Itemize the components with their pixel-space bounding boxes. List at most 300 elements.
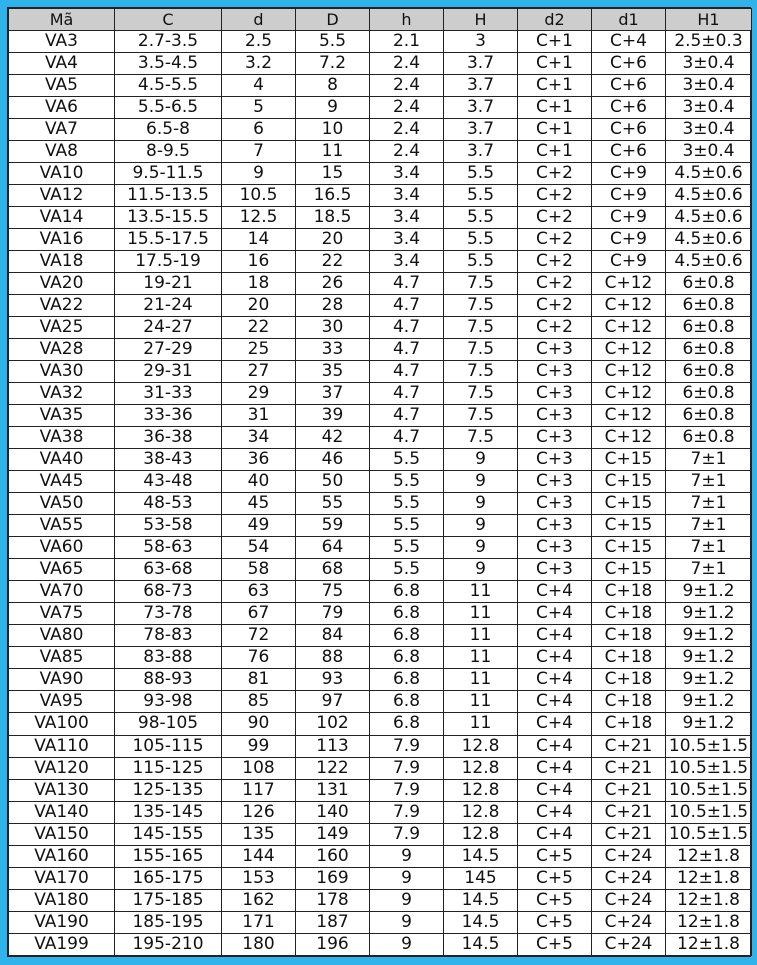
table-cell: 7.9 [370, 779, 444, 801]
table-cell: 29-31 [115, 361, 222, 383]
table-cell: 7±1 [666, 493, 752, 515]
table-cell: 195-210 [115, 933, 222, 955]
table-cell: 9 [370, 889, 444, 911]
table-cell: C+6 [592, 97, 666, 119]
table-cell: 4.5±0.6 [666, 207, 752, 229]
table-cell: 5.5 [444, 251, 518, 273]
table-cell: 175-185 [115, 889, 222, 911]
table-cell: 22 [222, 317, 296, 339]
table-row [9, 427, 752, 449]
table-cell: 98-105 [115, 713, 222, 735]
table-cell: C+24 [592, 889, 666, 911]
spec-table [8, 8, 752, 956]
table-cell: 15.5-17.5 [115, 229, 222, 251]
row-code-cell: VA5 [9, 75, 115, 97]
table-cell: C+12 [592, 405, 666, 427]
table-cell: 7±1 [666, 471, 752, 493]
table-cell: 2.4 [370, 141, 444, 163]
table-cell: C+9 [592, 185, 666, 207]
table-cell: 155-165 [115, 845, 222, 867]
table-row [9, 53, 752, 75]
table-row [9, 75, 752, 97]
table-cell: C+1 [518, 53, 592, 75]
table-cell: 13.5-15.5 [115, 207, 222, 229]
table-cell: 5.5 [370, 537, 444, 559]
table-cell: C+3 [518, 361, 592, 383]
table-cell: 10.5±1.5 [666, 735, 752, 757]
table-cell: 7±1 [666, 515, 752, 537]
table-cell: 196 [296, 933, 370, 955]
table-cell: 6±0.8 [666, 273, 752, 295]
table-cell: C+6 [592, 119, 666, 141]
table-cell: 39 [296, 405, 370, 427]
table-cell: 67 [222, 603, 296, 625]
table-cell: C+2 [518, 207, 592, 229]
table-cell: C+3 [518, 493, 592, 515]
table-cell: C+1 [518, 119, 592, 141]
table-cell: 3.7 [444, 119, 518, 141]
table-cell: 4.7 [370, 339, 444, 361]
table-cell: C+2 [518, 251, 592, 273]
table-cell: 20 [222, 295, 296, 317]
table-cell: 5.5 [370, 559, 444, 581]
table-cell: 14 [222, 229, 296, 251]
table-cell: 11 [444, 647, 518, 669]
row-code-cell: VA130 [9, 779, 115, 801]
table-cell: 3.4 [370, 229, 444, 251]
table-row [9, 251, 752, 273]
row-code-cell: VA38 [9, 427, 115, 449]
table-cell: 5.5-6.5 [115, 97, 222, 119]
table-cell: 3±0.4 [666, 53, 752, 75]
table-cell: C+24 [592, 867, 666, 889]
table-cell: 78-83 [115, 625, 222, 647]
table-cell: 45 [222, 493, 296, 515]
table-cell: 3.7 [444, 53, 518, 75]
table-cell: 81 [222, 669, 296, 691]
table-cell: C+4 [518, 647, 592, 669]
table-cell: C+9 [592, 229, 666, 251]
row-code-cell: VA18 [9, 251, 115, 273]
table-cell: 9±1.2 [666, 669, 752, 691]
column-header: D [296, 9, 370, 31]
table-cell: 7 [222, 141, 296, 163]
table-cell: C+21 [592, 779, 666, 801]
table-cell: 7.9 [370, 735, 444, 757]
table-container [7, 7, 751, 957]
table-cell: 6.8 [370, 603, 444, 625]
table-cell: C+1 [518, 75, 592, 97]
row-code-cell: VA35 [9, 405, 115, 427]
table-row [9, 229, 752, 251]
table-cell: C+6 [592, 75, 666, 97]
table-cell: 7.9 [370, 823, 444, 845]
table-cell: C+12 [592, 295, 666, 317]
table-cell: 9 [444, 493, 518, 515]
table-cell: C+12 [592, 427, 666, 449]
table-cell: 4.5±0.6 [666, 163, 752, 185]
table-cell: 12.5 [222, 207, 296, 229]
table-cell: 9 [370, 933, 444, 955]
column-header: d1 [592, 9, 666, 31]
table-cell: 7.5 [444, 339, 518, 361]
table-cell: 3.4 [370, 251, 444, 273]
table-cell: 5.5 [370, 493, 444, 515]
table-cell: C+18 [592, 625, 666, 647]
table-cell: 42 [296, 427, 370, 449]
table-cell: 9.5-11.5 [115, 163, 222, 185]
table-row [9, 845, 752, 867]
table-cell: 5 [222, 97, 296, 119]
table-row [9, 361, 752, 383]
table-cell: C+21 [592, 735, 666, 757]
table-cell: 140 [296, 801, 370, 823]
table-cell: 4.5±0.6 [666, 185, 752, 207]
table-cell: 149 [296, 823, 370, 845]
table-cell: 28 [296, 295, 370, 317]
table-cell: 24-27 [115, 317, 222, 339]
table-cell: C+21 [592, 801, 666, 823]
table-cell: 31-33 [115, 383, 222, 405]
table-cell: 178 [296, 889, 370, 911]
table-cell: 9 [444, 515, 518, 537]
table-cell: 14.5 [444, 933, 518, 955]
table-cell: 131 [296, 779, 370, 801]
table-cell: 4.5±0.6 [666, 229, 752, 251]
row-code-cell: VA22 [9, 295, 115, 317]
table-cell: 5.5 [370, 515, 444, 537]
table-cell: 4.7 [370, 427, 444, 449]
table-cell: 3±0.4 [666, 119, 752, 141]
row-code-cell: VA10 [9, 163, 115, 185]
table-cell: C+2 [518, 185, 592, 207]
table-cell: 93 [296, 669, 370, 691]
table-cell: 9 [444, 471, 518, 493]
table-cell: C+4 [518, 713, 592, 735]
row-code-cell: VA150 [9, 823, 115, 845]
table-cell: C+3 [518, 559, 592, 581]
table-cell: C+9 [592, 207, 666, 229]
table-row [9, 31, 752, 53]
row-code-cell: VA14 [9, 207, 115, 229]
table-cell: 6±0.8 [666, 295, 752, 317]
table-cell: 5.5 [296, 31, 370, 53]
table-cell: 9 [222, 163, 296, 185]
table-cell: 90 [222, 713, 296, 735]
table-cell: 4.7 [370, 383, 444, 405]
table-cell: 9±1.2 [666, 713, 752, 735]
table-cell: C+15 [592, 449, 666, 471]
table-cell: C+15 [592, 537, 666, 559]
table-cell: C+3 [518, 449, 592, 471]
table-cell: 11 [444, 625, 518, 647]
table-cell: 63 [222, 581, 296, 603]
table-row [9, 779, 752, 801]
table-cell: C+3 [518, 471, 592, 493]
table-cell: 21-24 [115, 295, 222, 317]
table-cell: 10.5±1.5 [666, 823, 752, 845]
table-cell: 6.8 [370, 625, 444, 647]
table-cell: C+4 [518, 823, 592, 845]
table-cell: 12.8 [444, 801, 518, 823]
table-cell: 12±1.8 [666, 867, 752, 889]
table-cell: 3.7 [444, 75, 518, 97]
table-cell: 3.7 [444, 141, 518, 163]
row-code-cell: VA40 [9, 449, 115, 471]
table-cell: 4 [222, 75, 296, 97]
table-cell: 49 [222, 515, 296, 537]
table-cell: C+12 [592, 361, 666, 383]
table-cell: 12±1.8 [666, 845, 752, 867]
table-row [9, 691, 752, 713]
table-cell: 162 [222, 889, 296, 911]
table-cell: 3.4 [370, 207, 444, 229]
table-cell: 33-36 [115, 405, 222, 427]
table-row [9, 471, 752, 493]
table-cell: 12.8 [444, 779, 518, 801]
table-cell: C+9 [592, 163, 666, 185]
row-code-cell: VA4 [9, 53, 115, 75]
table-cell: 8-9.5 [115, 141, 222, 163]
row-code-cell: VA32 [9, 383, 115, 405]
table-cell: C+18 [592, 669, 666, 691]
table-cell: 7±1 [666, 559, 752, 581]
table-cell: C+4 [518, 581, 592, 603]
table-cell: C+18 [592, 691, 666, 713]
table-cell: 11 [296, 141, 370, 163]
table-cell: C+1 [518, 141, 592, 163]
table-cell: 10 [296, 119, 370, 141]
table-cell: 6±0.8 [666, 339, 752, 361]
table-cell: 3.2 [222, 53, 296, 75]
table-cell: 12.8 [444, 757, 518, 779]
table-cell: C+24 [592, 845, 666, 867]
row-code-cell: VA180 [9, 889, 115, 911]
row-code-cell: VA50 [9, 493, 115, 515]
table-cell: 43-48 [115, 471, 222, 493]
table-row [9, 757, 752, 779]
table-cell: C+4 [518, 625, 592, 647]
table-row [9, 669, 752, 691]
table-cell: 12.8 [444, 823, 518, 845]
table-row [9, 119, 752, 141]
table-cell: 59 [296, 515, 370, 537]
table-cell: 40 [222, 471, 296, 493]
table-cell: 9 [444, 449, 518, 471]
table-cell: C+3 [518, 339, 592, 361]
row-code-cell: VA140 [9, 801, 115, 823]
table-cell: C+18 [592, 581, 666, 603]
table-cell: 2.7-3.5 [115, 31, 222, 53]
table-cell: C+3 [518, 405, 592, 427]
table-cell: 27 [222, 361, 296, 383]
column-header: d [222, 9, 296, 31]
table-cell: 7.5 [444, 361, 518, 383]
row-code-cell: VA60 [9, 537, 115, 559]
table-cell: 7.2 [296, 53, 370, 75]
table-cell: 4.5-5.5 [115, 75, 222, 97]
table-cell: 88 [296, 647, 370, 669]
table-cell: 38-43 [115, 449, 222, 471]
row-code-cell: VA75 [9, 603, 115, 625]
table-cell: 126 [222, 801, 296, 823]
table-cell: 4.7 [370, 317, 444, 339]
table-cell: 11.5-13.5 [115, 185, 222, 207]
table-cell: 6.8 [370, 691, 444, 713]
table-cell: C+4 [592, 31, 666, 53]
table-row [9, 141, 752, 163]
table-cell: C+4 [518, 735, 592, 757]
row-code-cell: VA85 [9, 647, 115, 669]
table-cell: 63-68 [115, 559, 222, 581]
table-cell: 83-88 [115, 647, 222, 669]
row-code-cell: VA6 [9, 97, 115, 119]
table-cell: 6.8 [370, 647, 444, 669]
table-cell: C+4 [518, 691, 592, 713]
row-code-cell: VA199 [9, 933, 115, 955]
table-cell: 5.5 [444, 163, 518, 185]
table-cell: 58 [222, 559, 296, 581]
column-header: H1 [666, 9, 752, 31]
table-cell: 135 [222, 823, 296, 845]
table-cell: 55 [296, 493, 370, 515]
table-cell: 3.4 [370, 163, 444, 185]
table-cell: 145-155 [115, 823, 222, 845]
table-cell: 50 [296, 471, 370, 493]
table-cell: 6±0.8 [666, 405, 752, 427]
table-cell: 11 [444, 581, 518, 603]
table-cell: 99 [222, 735, 296, 757]
table-cell: 9 [370, 845, 444, 867]
table-cell: C+24 [592, 933, 666, 955]
table-cell: 3.5-4.5 [115, 53, 222, 75]
table-cell: C+5 [518, 911, 592, 933]
row-code-cell: VA80 [9, 625, 115, 647]
table-cell: 88-93 [115, 669, 222, 691]
table-cell: 6.8 [370, 581, 444, 603]
table-cell: 25 [222, 339, 296, 361]
table-cell: 6±0.8 [666, 383, 752, 405]
table-cell: 10.5±1.5 [666, 757, 752, 779]
row-code-cell: VA110 [9, 735, 115, 757]
table-cell: 7±1 [666, 449, 752, 471]
table-cell: C+12 [592, 273, 666, 295]
table-row [9, 493, 752, 515]
table-cell: 187 [296, 911, 370, 933]
table-cell: C+24 [592, 911, 666, 933]
table-cell: C+2 [518, 273, 592, 295]
table-cell: 12±1.8 [666, 933, 752, 955]
table-cell: 153 [222, 867, 296, 889]
table-row [9, 823, 752, 845]
table-cell: 9±1.2 [666, 581, 752, 603]
column-header: Mã [9, 9, 115, 31]
table-cell: C+2 [518, 163, 592, 185]
table-cell: C+6 [592, 141, 666, 163]
table-cell: 53-58 [115, 515, 222, 537]
table-cell: 7.5 [444, 317, 518, 339]
row-code-cell: VA3 [9, 31, 115, 53]
table-cell: 6.8 [370, 669, 444, 691]
table-cell: 46 [296, 449, 370, 471]
table-cell: 5.5 [370, 449, 444, 471]
row-code-cell: VA70 [9, 581, 115, 603]
table-cell: 12±1.8 [666, 911, 752, 933]
header-row [9, 9, 752, 31]
table-cell: C+2 [518, 295, 592, 317]
table-cell: C+18 [592, 603, 666, 625]
table-cell: 7.5 [444, 427, 518, 449]
table-row [9, 383, 752, 405]
table-row [9, 735, 752, 757]
table-row [9, 933, 752, 955]
table-cell: 5.5 [444, 207, 518, 229]
row-code-cell: VA100 [9, 713, 115, 735]
table-cell: 37 [296, 383, 370, 405]
table-cell: 12.8 [444, 735, 518, 757]
table-cell: 14.5 [444, 889, 518, 911]
table-cell: 9 [444, 537, 518, 559]
table-row [9, 405, 752, 427]
table-cell: C+12 [592, 317, 666, 339]
table-cell: 3.7 [444, 97, 518, 119]
table-cell: C+2 [518, 317, 592, 339]
table-row [9, 163, 752, 185]
table-cell: C+3 [518, 515, 592, 537]
table-cell: 9 [296, 97, 370, 119]
table-cell: 4.7 [370, 273, 444, 295]
table-cell: 11 [444, 691, 518, 713]
table-row [9, 317, 752, 339]
table-cell: 16.5 [296, 185, 370, 207]
table-cell: 125-135 [115, 779, 222, 801]
table-row [9, 185, 752, 207]
row-code-cell: VA30 [9, 361, 115, 383]
table-cell: C+3 [518, 537, 592, 559]
row-code-cell: VA90 [9, 669, 115, 691]
table-cell: 6 [222, 119, 296, 141]
table-cell: 9±1.2 [666, 625, 752, 647]
table-cell: 7.9 [370, 757, 444, 779]
row-code-cell: VA160 [9, 845, 115, 867]
table-cell: 169 [296, 867, 370, 889]
table-row [9, 559, 752, 581]
row-code-cell: VA16 [9, 229, 115, 251]
table-cell: 36 [222, 449, 296, 471]
table-row [9, 889, 752, 911]
column-header: d2 [518, 9, 592, 31]
table-cell: 22 [296, 251, 370, 273]
table-cell: 9 [370, 867, 444, 889]
table-cell: 58-63 [115, 537, 222, 559]
table-cell: 9±1.2 [666, 691, 752, 713]
table-cell: 3±0.4 [666, 141, 752, 163]
table-row [9, 207, 752, 229]
table-cell: 5.5 [444, 185, 518, 207]
table-row [9, 713, 752, 735]
table-cell: 165-175 [115, 867, 222, 889]
table-cell: 6.8 [370, 713, 444, 735]
table-cell: C+18 [592, 647, 666, 669]
table-cell: 160 [296, 845, 370, 867]
table-cell: 19-21 [115, 273, 222, 295]
table-cell: 5.5 [444, 229, 518, 251]
table-cell: 185-195 [115, 911, 222, 933]
table-row [9, 295, 752, 317]
row-code-cell: VA25 [9, 317, 115, 339]
table-cell: 3±0.4 [666, 75, 752, 97]
table-cell: 2.5 [222, 31, 296, 53]
